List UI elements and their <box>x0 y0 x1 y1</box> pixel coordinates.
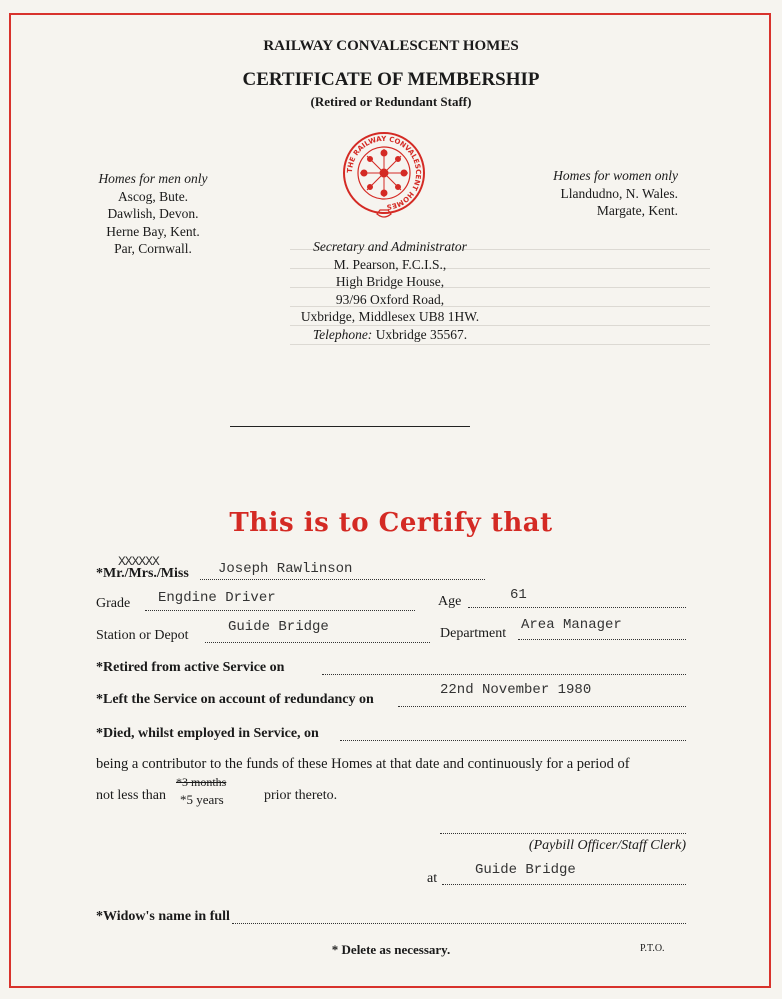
contributor-text: being a contributor to the funds of these Homes at that date and continuously for a period of <box>96 756 630 772</box>
department-line <box>518 639 686 640</box>
retired-line <box>322 674 686 675</box>
homes-women-heading: Homes for women only <box>553 168 678 183</box>
secretary-line: High Bridge House, <box>335 274 445 289</box>
at-label: at <box>427 871 438 886</box>
seal-icon <box>341 130 427 222</box>
age-label: Age <box>438 594 462 609</box>
secretary-heading: Secretary and Administrator <box>313 239 467 254</box>
at-line <box>442 884 686 885</box>
homes-men-place: Herne Bay, Kent. <box>106 223 200 239</box>
age-line <box>468 607 686 608</box>
left-service-label: *Left the Service on account of redundancy on <box>96 692 374 707</box>
name-value[interactable]: Joseph Rawlinson <box>218 561 353 577</box>
at-value[interactable]: Guide Bridge <box>475 862 576 878</box>
station-value[interactable]: Guide Bridge <box>228 619 329 635</box>
divider-line <box>230 426 470 427</box>
name-strike: XXXXXX <box>118 554 159 569</box>
homes-men-place: Ascog, Bute. <box>117 188 189 204</box>
homes-women-place: Llandudno, N. Wales. <box>560 185 678 201</box>
secretary-line: Uxbridge, Middlesex UB8 1HW. <box>300 309 480 324</box>
died-line <box>340 740 686 741</box>
homes-men-heading: Homes for men only <box>98 171 208 186</box>
homes-women-place: Margate, Kent. <box>596 203 678 218</box>
prior-thereto-label: prior thereto. <box>264 788 338 803</box>
widow-line <box>232 923 686 924</box>
left-service-line <box>398 706 686 707</box>
period-strike: *3 months <box>176 775 227 789</box>
homes-women-block <box>528 167 678 220</box>
signature-line <box>440 833 686 834</box>
name-label: *Mr./Mrs./Miss <box>96 566 189 581</box>
homes-men-place: Par, Cornwall. <box>114 241 192 256</box>
homes-men-block <box>70 170 236 258</box>
department-label: Department <box>440 626 507 641</box>
telephone-value: Uxbridge 35567. <box>375 326 468 342</box>
left-service-value[interactable]: 22nd November 1980 <box>440 682 592 698</box>
secretary-block <box>250 238 530 343</box>
secretary-line: 93/96 Oxford Road, <box>335 291 445 307</box>
pto-label: P.T.O. <box>640 943 665 954</box>
certify-heading: This is to Certify that <box>229 508 553 538</box>
signatory-label: (Paybill Officer/Staff Clerk) <box>528 838 686 853</box>
station-label: Station or Depot <box>96 628 189 643</box>
retired-label: *Retired from active Service on <box>96 660 285 675</box>
department-value[interactable]: Area Manager <box>521 617 622 633</box>
certificate-title: CERTIFICATE OF MEMBERSHIP <box>242 69 540 90</box>
grade-label: Grade <box>96 596 131 611</box>
delete-note: * Delete as necessary. <box>331 942 451 957</box>
homes-men-place: Dawlish, Devon. <box>107 206 199 221</box>
not-less-than-label: not less than <box>96 788 166 803</box>
grade-line <box>145 610 415 611</box>
name-line <box>200 579 485 580</box>
died-label: *Died, whilst employed in Service, on <box>96 726 319 741</box>
period-value[interactable]: *5 years <box>180 792 224 807</box>
organization-name: RAILWAY CONVALESCENT HOMES <box>263 38 519 54</box>
secretary-line: M. Pearson, F.C.I.S., <box>333 256 447 272</box>
certificate-subtitle: (Retired or Redundant Staff) <box>310 94 472 109</box>
widow-label: *Widow's name in full <box>96 909 230 924</box>
grade-value[interactable]: Engdine Driver <box>158 590 276 606</box>
seal-ring-text: THE RAILWAY CONVALESCENT HOMES <box>345 134 423 211</box>
age-value[interactable]: 61 <box>510 587 527 603</box>
station-line <box>205 642 430 643</box>
telephone-label: Telephone: <box>312 326 373 342</box>
